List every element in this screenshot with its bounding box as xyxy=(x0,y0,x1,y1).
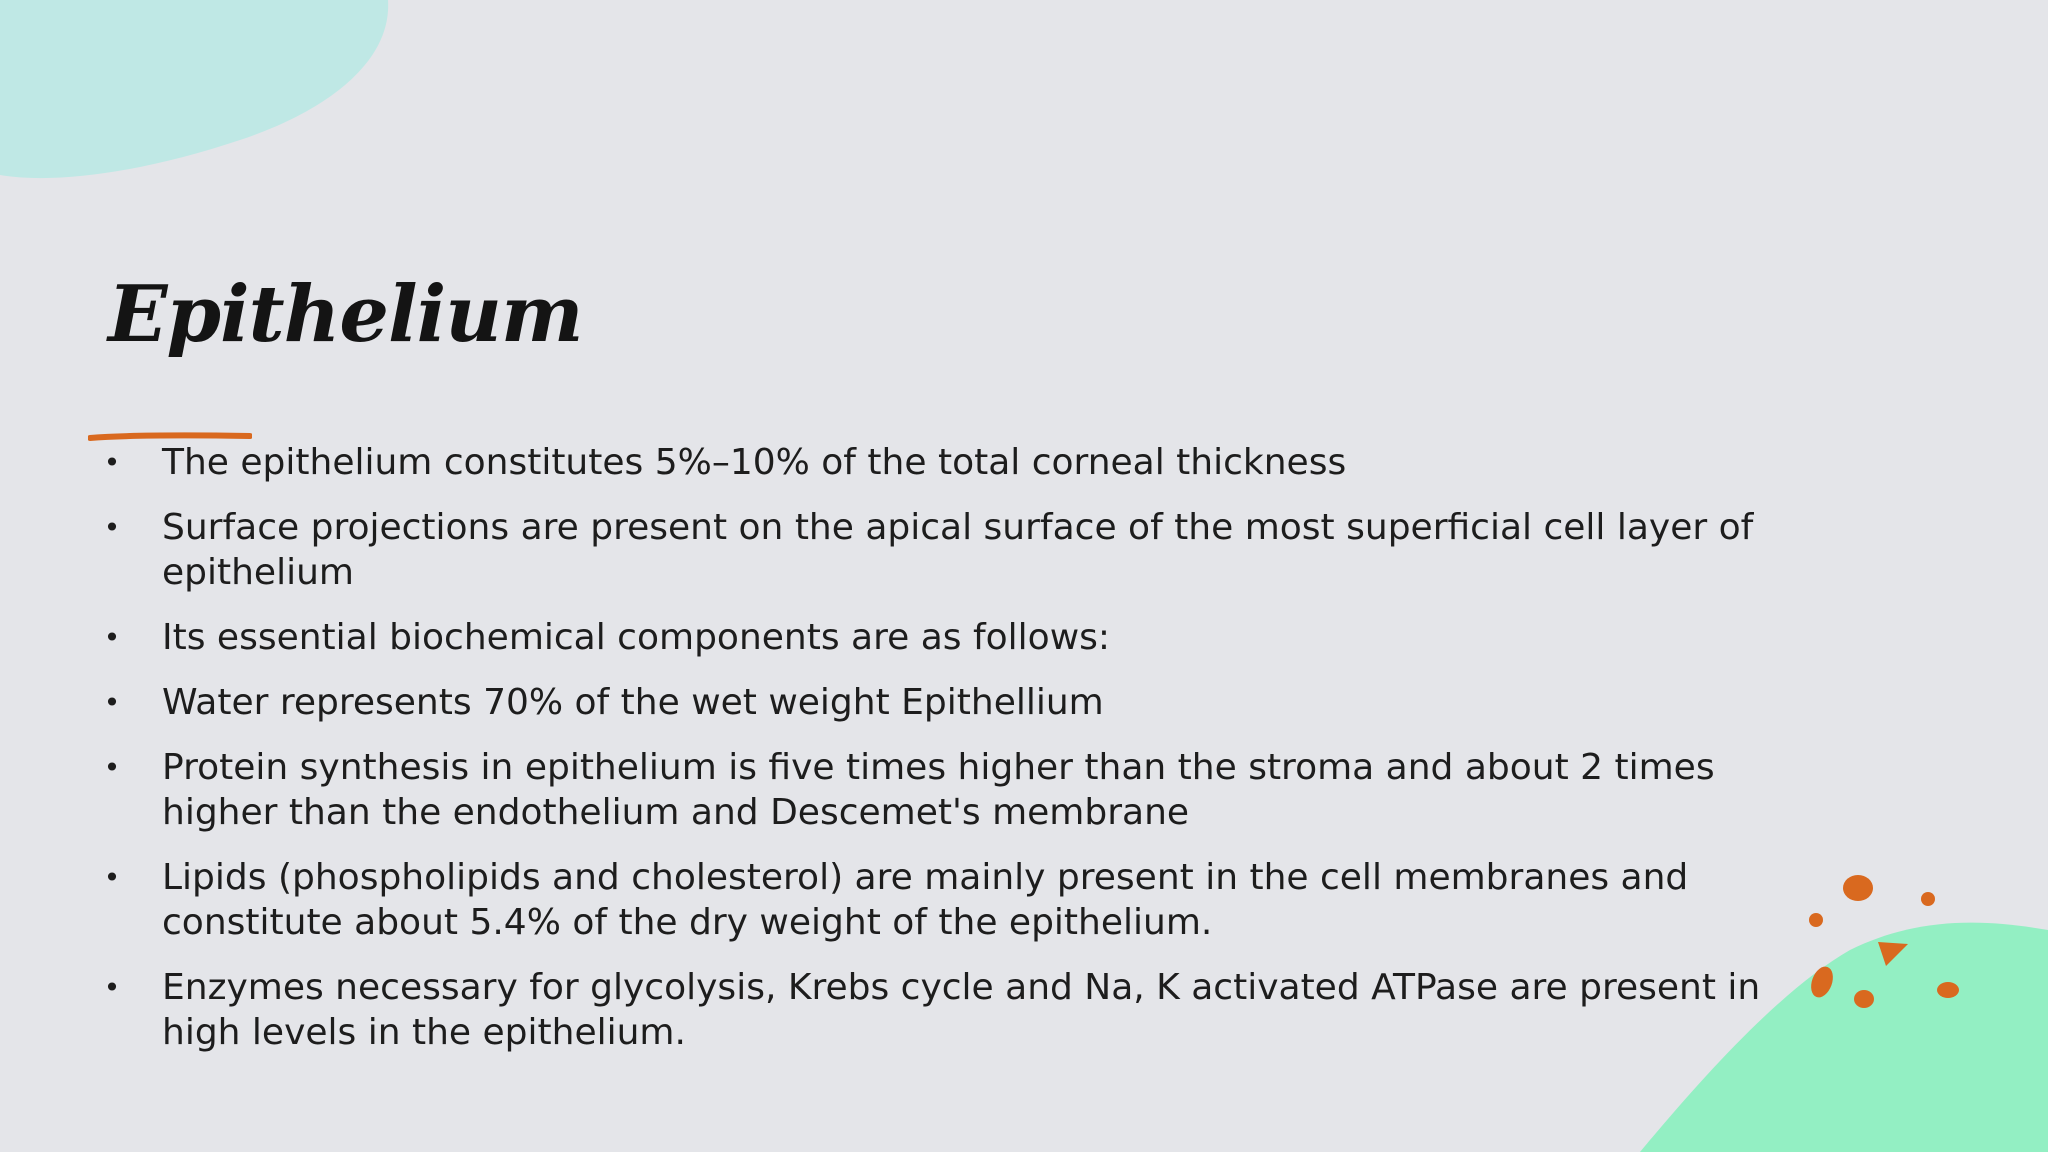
bullet-item xyxy=(100,440,1800,485)
bullet-text: Protein synthesis in epithelium is five times higher than the stroma and about 2 times higher than the endothelium and Descemet's membrane xyxy=(162,747,1715,833)
bullet-item xyxy=(100,855,1800,945)
bullet-text: Its essential biochemical components are as follows: xyxy=(162,617,1111,658)
bullet-list xyxy=(100,440,1800,1075)
teal-blob-shape xyxy=(0,0,388,178)
bullet-item xyxy=(100,745,1800,835)
bullet-item xyxy=(100,965,1800,1055)
slide-title: Epithelium xyxy=(108,269,583,360)
orange-dot xyxy=(1854,990,1874,1008)
orange-dot xyxy=(1937,982,1959,998)
bullet-glyph: • xyxy=(103,861,121,894)
bullet-text: Enzymes necessary for glycolysis, Krebs cycle and Na, K activated ATPase are present in high levels in the epithelium. xyxy=(162,967,1761,1053)
bullet-glyph: • xyxy=(103,621,121,654)
bullet-glyph: • xyxy=(103,971,121,1004)
bullet-text: The epithelium constitutes 5%–10% of the total corneal thickness xyxy=(162,442,1347,483)
bullet-text: Water represents 70% of the wet weight Epithellium xyxy=(162,682,1104,723)
bullet-item xyxy=(100,505,1800,595)
bullet-text: Lipids (phospholipids and cholesterol) are mainly present in the cell membranes and constitute about 5.4% of the dry weight of the epithelium. xyxy=(162,857,1689,943)
bullet-text: Surface projections are present on the apical surface of the most superficial cell layer of epithelium xyxy=(162,507,1754,593)
bullet-glyph: • xyxy=(103,511,121,544)
bullet-item xyxy=(100,615,1800,660)
bullet-glyph: • xyxy=(103,686,121,719)
bullet-glyph: • xyxy=(103,446,121,479)
orange-dot xyxy=(1921,892,1935,906)
orange-dot xyxy=(1843,875,1873,901)
bullet-item xyxy=(100,680,1800,725)
orange-dot xyxy=(1809,913,1823,927)
bullet-glyph: • xyxy=(103,751,121,784)
